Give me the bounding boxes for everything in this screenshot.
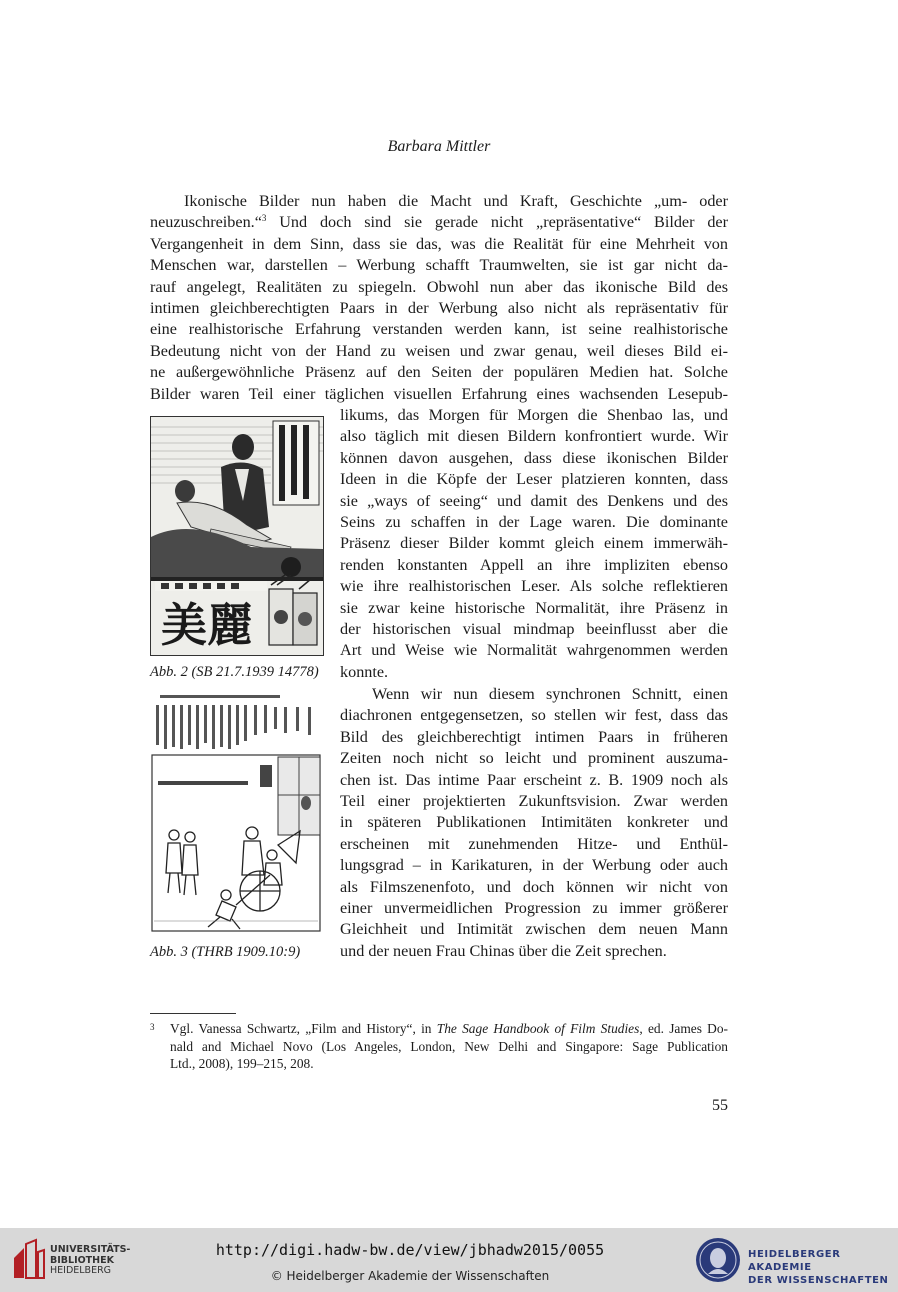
text-line: also täglich mit diesen Bildern konfrontiert wurde. Wir	[340, 427, 728, 446]
text-line: likums, das Morgen für Morgen die Shenbao las, und	[340, 406, 728, 424]
text-line: Bild des gleichberechtigt intimen Paars in früheren	[340, 727, 728, 746]
text-line: Ikonische Bilder nun haben die Macht und Kraft, Geschichte „um- oder	[184, 192, 728, 210]
text-line: eine realhistorische Erfahrung verstanden werden kann, ist seine realhistorische	[150, 320, 728, 339]
text-line: Seins zu schaffen in der Lage waren. Die dominante	[340, 513, 728, 532]
text-line: Menschen war, darstellen – Werbung schafft Traumwelten, sie ist gar nicht da-	[150, 256, 728, 275]
text-line: Teil einer projektierten Zukunftsvision. Zwar werden	[340, 792, 728, 811]
footnote-line: Vgl. Vanessa Schwartz, „Film and History“, in The Sage Handbook of Film Studies, ed. James Do-	[170, 1021, 728, 1036]
viewer-footer-bar	[0, 1228, 898, 1292]
text-line: wie ihre realhistorischen Leser. Als solche reflektieren	[340, 577, 728, 596]
footnote-line: nald and Michael Novo (Los Angeles, London, New Delhi and Singapore: Sage Publication	[170, 1038, 728, 1054]
text-line: erscheinen mit zunehmenden Hitze- und Enthül-	[340, 834, 728, 853]
text-line: Präsenz dieser Bilder kommt gleich einem immerwäh-	[340, 534, 728, 553]
university-library-name[interactable]	[50, 1245, 130, 1277]
footnote-marker: 3	[150, 1022, 155, 1032]
text-line: ne außergewöhnliche Präsenz auf den Seiten der populären Medien hat. Solche	[150, 363, 728, 382]
text-line: sie zwar keine historische Normalität, ihre Präsenz in	[340, 598, 728, 617]
text-line: intimen gleichberechtigten Paars in der Werbung also nicht als repräsentativ für	[150, 299, 728, 318]
advertisement-illustration	[151, 417, 323, 655]
ub-line: UNIVERSITÄTS-	[50, 1244, 131, 1255]
page-number: 55	[712, 1097, 728, 1114]
academy-name[interactable]	[748, 1248, 898, 1287]
text-line: einer unvermeidlichen Progression zu immer größerer	[340, 899, 728, 918]
copyright-notice: © Heidelberger Akademie der Wissenschaften	[270, 1269, 550, 1283]
text-line: Wenn wir nun diesem synchronen Schnitt, einen	[372, 685, 728, 703]
figure-2-advertisement	[150, 416, 324, 656]
figure-3-illustration	[150, 695, 322, 933]
text-line: rauf angelegt, Realitäten zu spiegeln. Obwohl nun aber das ikonische Bild des	[150, 277, 728, 296]
paragraph-1	[150, 191, 728, 405]
ub-line: HEIDELBERG	[50, 1265, 112, 1276]
cited-title: The Sage Handbook of Film Studies	[436, 1021, 640, 1036]
footnote-reference[interactable]: 3	[261, 213, 267, 224]
text-line: renden konstanten Appell an ihre impliziten ebenso	[340, 555, 728, 574]
text-line: Gleichheit und Intimität zwischen dem neuen Mann	[340, 920, 728, 939]
text-line: in späteren Publikationen Intimitäten konkreter und	[340, 813, 728, 832]
figure-2-caption: Abb. 2 (SB 21.7.1939 14778)	[150, 664, 319, 680]
text-line: lungsgrad – in Karikaturen, in der Werbung oder auch	[340, 856, 728, 875]
text-line: und der neuen Frau Chinas über die Zeit sprechen.	[340, 941, 667, 960]
ub-line: BIBLIOTHEK	[50, 1254, 114, 1266]
text-line: sie „ways of seeing“ und damit des Denkens und des	[340, 491, 728, 510]
text-line: Art und Weise wie Normalität wahrgenommen werden	[340, 641, 728, 660]
text-line: Bedeutung nicht von der Hand zu weisen und zwar genau, weil dieses Bild ei-	[150, 341, 728, 360]
text-line: Zeiten noch nicht so leicht und prominent auszuma-	[340, 749, 728, 768]
text-line: der historischen visual mindmap beeinflusst aber die	[340, 620, 728, 639]
text-line: diachronen entgegensetzen, so stellen wir fest, dass das	[340, 706, 728, 725]
text-line: können davon ausgehen, dass diese ikonischen Bilder	[340, 448, 728, 467]
text-line: als Filmszenenfoto, und doch können wir nicht von	[340, 877, 728, 896]
academy-line: HEIDELBERGER AKADEMIE	[748, 1249, 841, 1273]
text-line: chen ist. Das intime Paar erscheint z. B. 1909 noch als	[340, 770, 728, 789]
text-line-with-footnote-ref: neuzuschreiben.“$^3$ Und doch sind sie gerade nicht „repräsentative“ Bilder der	[150, 213, 728, 232]
figure-3-caption: Abb. 3 (THRB 1909.10:9)	[150, 944, 301, 960]
paragraph-2	[340, 405, 728, 683]
permalink-url[interactable]: http://digi.hadw-bw.de/view/jbhadw2015/0055	[215, 1241, 605, 1259]
university-library-logo-icon[interactable]	[10, 1238, 46, 1282]
academy-line: DER WISSENSCHAFTEN	[748, 1275, 889, 1286]
text-line: Bilder waren Teil einer täglichen visuellen Erfahrung eines wachsenden Lesepub-	[150, 384, 728, 403]
footnote-separator	[150, 1013, 236, 1014]
text-line: Ideen in die Köpfe der Leser platzieren konnten, dass	[340, 470, 728, 489]
footnote-line: Ltd., 2008), 199–215, 208.	[170, 1056, 314, 1072]
text-line: konnte.	[340, 662, 389, 681]
brand-name: 美麗	[161, 598, 253, 652]
footnote	[150, 1020, 728, 1073]
running-head: Barbara Mittler	[387, 138, 491, 155]
paragraph-3	[340, 684, 728, 962]
academy-seal-icon[interactable]	[694, 1236, 742, 1284]
historical-illustration	[150, 695, 322, 933]
text-line: Vergangenheit in dem Sinn, dass sie das, was die Realität für eine Mehrheit von	[150, 234, 728, 253]
